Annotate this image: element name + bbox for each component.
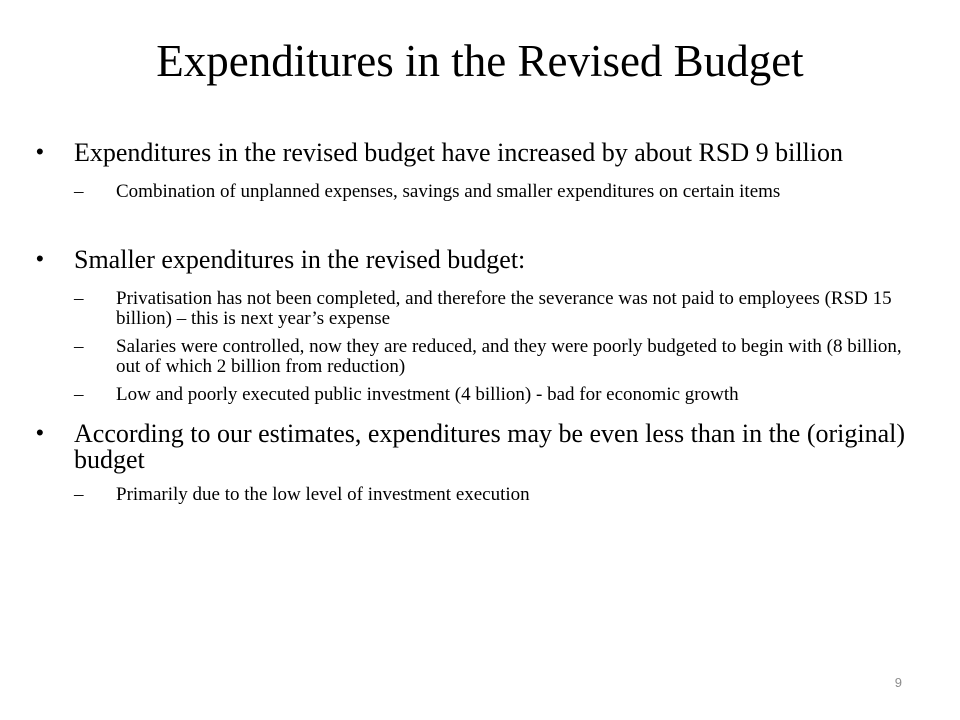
bullet-item [36, 418, 916, 474]
bullet-icon: • [36, 139, 44, 164]
sub-bullet-item [36, 385, 916, 405]
sub-bullet-item [36, 182, 916, 202]
sub-bullet-text: Primarily due to the low level of investment execution [116, 483, 530, 505]
sub-bullet-text: Privatisation has not been completed, and therefore the severance was not paid to employees (RSD 15 billion) – this is next year’s expense [116, 287, 892, 329]
sub-bullet-item [36, 485, 916, 505]
bullet-text: Smaller expenditures in the revised budget: [74, 244, 526, 274]
sub-bullet-text: Salaries were controlled, now they are reduced, and they were poorly budgeted to begin with (8 billion, out of which 2 billion from reduction) [116, 335, 902, 377]
slide-title: Expenditures in the Revised Budget [156, 36, 804, 86]
dash-icon: – [74, 483, 84, 505]
slide-content [36, 140, 916, 505]
bullet-text: According to our estimates, expenditures may be even less than in the (original) budget [74, 418, 906, 474]
dash-icon: – [74, 335, 84, 357]
bullet-icon: • [36, 245, 44, 271]
dash-icon: – [74, 287, 84, 309]
bullet-icon: • [36, 419, 44, 445]
sub-bullet-text: Combination of unplanned expenses, savings and smaller expenditures on certain items [116, 181, 781, 202]
dash-icon: – [74, 181, 84, 202]
dash-icon: – [74, 383, 84, 405]
page-number: 9 [894, 675, 902, 690]
bullet-item [36, 244, 916, 274]
bullet-text: Expenditures in the revised budget have increased by about RSD 9 billion [74, 138, 843, 167]
sub-bullet-item [36, 337, 916, 377]
bullet-item [36, 140, 916, 166]
sub-bullet-item [36, 289, 916, 329]
sub-bullet-text: Low and poorly executed public investment (4 billion) - bad for economic growth [116, 383, 739, 405]
